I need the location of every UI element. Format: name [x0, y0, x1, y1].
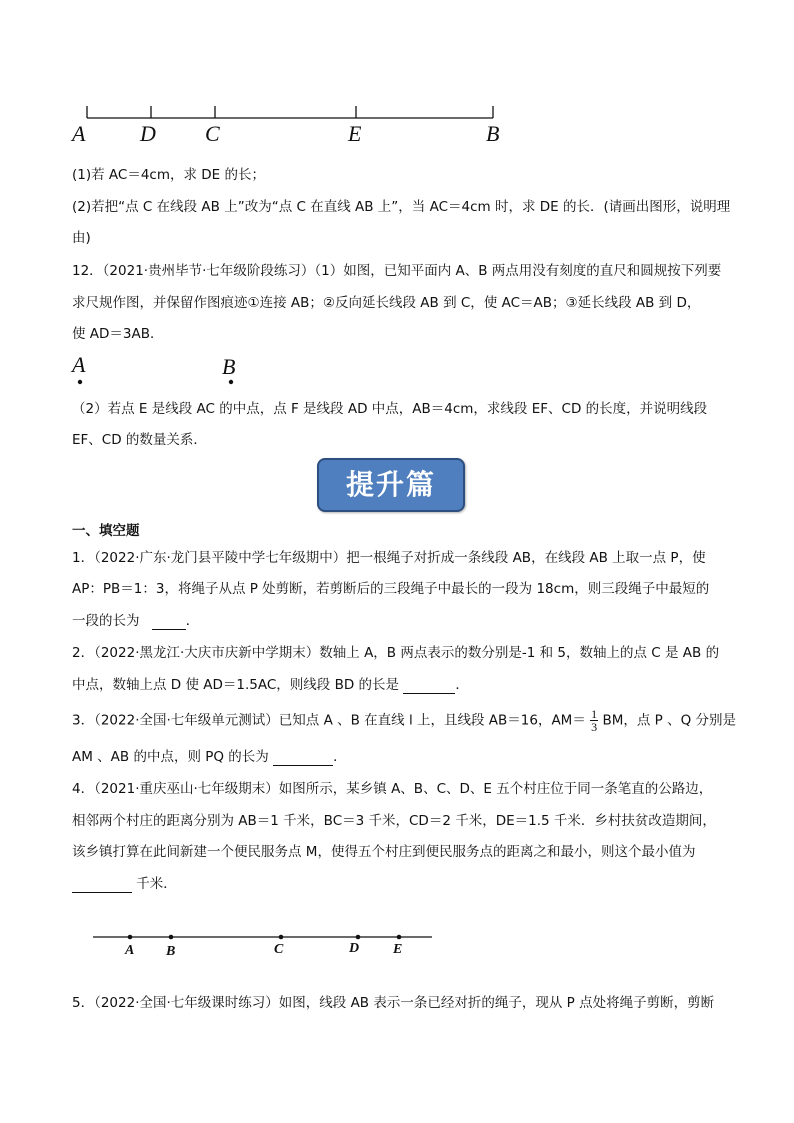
- point-label-d: D: [140, 121, 156, 146]
- fill-q4-line3: 该乡镇打算在此间新建一个便民服务点 M，使得五个村庄到便民服务点的距离之和最小，则这个最小值为: [72, 844, 696, 860]
- fill-q3-text-a: 3．（2022·全国·七年级单元测试）已知点 A 、B 在直线 l 上，且线段 AB＝16，AM＝: [72, 712, 586, 729]
- q12-part2-line2: EF、CD 的数量关系．: [72, 432, 207, 448]
- section-banner: 提升篇: [317, 458, 465, 512]
- village-label-a: A: [125, 943, 135, 958]
- q12-point-b-label: B: [222, 354, 236, 379]
- q12-points: [70, 375, 240, 389]
- fill-q3-frac-num: 1: [591, 707, 598, 721]
- q11-part2-line1: (2)若把“点 C 在线段 AB 上”改为“点 C 在直线 AB 上”，当 AC＝4cm 时，求 DE 的长．(请画出图形，说明理: [72, 199, 731, 215]
- village-label-b: B: [166, 944, 176, 959]
- fill-q2-line2: 中点，数轴上点 D 使 AD＝1.5AC，则线段 BD 的长是 ．: [72, 677, 469, 693]
- q12-line1: 12．（2021·贵州毕节·七年级阶段练习）（1）如图，已知平面内 A、B 两点用没有刻度的直尺和圆规按下列要: [72, 263, 722, 279]
- fill-q1-line2: AP：PB＝1：3，将绳子从点 P 处剪断，若剪断后的三段绳子中最长的一段为 18cm，则三段绳子中最短的: [72, 581, 710, 597]
- fill-q3-line2: AM 、AB 的中点，则 PQ 的长为 ．: [72, 749, 347, 765]
- q11-part1: (1)若 AC＝4cm，求 DE 的长；: [72, 167, 266, 183]
- q12-point-a-label: A: [72, 352, 86, 377]
- fill-q4-line1: 4．（2021·重庆巫山·七年级期末）如图所示，某乡镇 A、B、C、D、E 五个村庄位于同一条笔直的公路边，: [72, 781, 713, 797]
- fill-q3-frac-den: 3: [591, 720, 598, 734]
- fill-q3-text-c: AM 、AB 的中点，则 PQ 的长为: [72, 749, 269, 765]
- fill-q1-answer-blank[interactable]: [152, 615, 186, 630]
- village-label-c: C: [274, 942, 284, 957]
- q11-part2-line2: 由): [72, 230, 91, 246]
- fill-q4-line2: 相邻两个村庄的距离分别为 AB＝1 千米，BC＝3 千米，CD＝2 千米，DE＝1.5 千米．乡村扶贫改造期间，: [72, 813, 716, 829]
- fill-q3-fraction: [590, 708, 598, 733]
- fill-q2-answer-blank[interactable]: [403, 679, 455, 694]
- fill-q3-text-b: BM，点 P 、Q 分别是: [602, 712, 736, 729]
- fill-q2-text: 中点，数轴上点 D 使 AD＝1.5AC，则线段 BD 的长是: [72, 677, 400, 693]
- village-road-figure: [90, 928, 435, 948]
- fill-q1-line1: 1．（2022·广东·龙门县平陵中学七年级期中）把一根绳子对折成一条线段 AB，在线段 AB 上取一点 P，使: [72, 550, 706, 566]
- fill-q3-answer-blank[interactable]: [273, 751, 333, 766]
- point-label-e: E: [348, 121, 362, 146]
- fill-q1-text: 一段的长为: [72, 613, 140, 629]
- point-label-b: B: [486, 121, 500, 146]
- fill-q3-line1: [72, 708, 736, 733]
- point-label-a: A: [72, 121, 86, 146]
- fill-q5-line1: 5．（2022·全国·七年级课时练习）如图，线段 AB 表示一条已经对折的绳子，现从 P 点处将绳子剪断，剪断: [72, 995, 715, 1011]
- section-heading: 一、填空题: [72, 523, 140, 539]
- fill-q4-answer-blank[interactable]: [72, 878, 132, 893]
- q12-part2-line1: （2）若点 E 是线段 AC 的中点，点 F 是线段 AD 中点，AB＝4cm，求线段 EF、CD 的长度，并说明线段: [72, 401, 708, 417]
- fill-q2-line1: 2．（2022·黑龙江·大庆市庆新中学期末）数轴上 A，B 两点表示的数分别是-1 和 5，数轴上的点 C 是 AB 的: [72, 645, 720, 661]
- segment-figure-1: [70, 98, 510, 128]
- fill-q4-line4: [72, 875, 177, 893]
- village-label-e: E: [393, 942, 403, 957]
- q12-line3: 使 AD＝3AB．: [72, 326, 164, 342]
- point-label-c: C: [205, 121, 220, 146]
- q12-line2: 求尺规作图，并保留作图痕迹①连接 AB；②反向延长线段 AB 到 C，使 AC＝AB；③延长线段 AB 到 D，: [72, 295, 701, 311]
- fill-q4-unit: 千米．: [136, 876, 177, 892]
- village-label-d: D: [349, 941, 360, 956]
- fill-q1-line3: 一段的长为 ．: [72, 613, 200, 629]
